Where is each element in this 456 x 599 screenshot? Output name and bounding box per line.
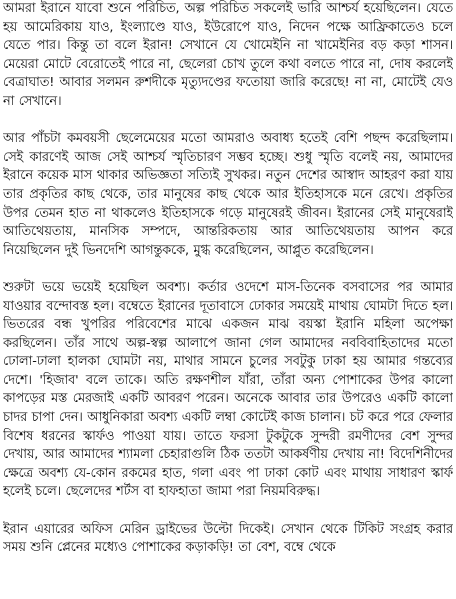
paragraph-gap [3, 112, 453, 131]
paragraph-2: আর পাঁচটা কমবয়সী ছেলেমেয়ের মতো আমরাও অবাধ্য হতেই বেশি পছন্দ করেছিলাম। সেই কারণেই আজ সেই আশ্চর্য স্মৃতিচারণ সম্ভব হচ্ছে। শুধু স্মৃতি বলেই নয়, আমাদের ইরানে কয়েক মাস থাকার অভিজ্ঞতা সত্যিই সুখকর। নতুন দেশের আস্বাদ আহরণ করা যায় তার প্রকৃতির কাছ থেকে, তার মানুষের কাছ থেকে আর ইতিহাসকে মনে রেখে। প্রকৃতির উপর তেমন হাত না থাকলেও ইতিহাসকে গড়ে মানুষেরই জীবন। ইরানের সেই মানুষেরাই আতিথেয়তায়, মানসিক সম্পদে, আন্তরিকতায় আর আতিথেয়তায় আপন করে নিয়েছিলেন দুই ভিনদেশি আগন্তুককে, মুগ্ধ করেছিলেন, আপ্লুত করেছিলেন। [3, 131, 453, 258]
document-page [3, 0, 453, 599]
paragraph-3: শুরুটা ভয়ে ভয়েই হয়েছিল অবশ্য। কর্তার ওদেশে মাস-তিনেক বসবাসের পর আমার যাওয়ার বন্দোবস্ত হল। বম্বেতে ইরানের দূতাবাসে ঢোকার সময়েই মাথায় ঘোমটা দিতে হল। ভিতরের বন্ধ খুপরির পরিবেশের মাঝে একজন মাঝ বয়স্কা ইরানি মহিলা অপেক্ষা করছিলেন। তাঁর সাথে অল্প-স্বল্প আলাপে জানা গেল আমাদের নববিবাহিতাদের মতো ঢোলা-ঢালা হালকা ঘোমটা নয়, মাথার সামনে চুলের সবটুকু ঢাকা হয় আমার গন্তব্যের দেশে। 'হিজাব' বলে তাকে। অতি রক্ষণশীল যাঁরা, তাঁরা অন্য পোশাকের উপর কালো কাপড়ের মস্ত মেরজাই একটি আবরণ পরেন। অনেকে আবার তার উপরেও একটি কালো চাদর চাপা দেন। আধুনিকারা অবশ্য একটি লম্বা কোটেই কাজ চালান। চট করে পরে ফেলার বিশেষ ধরনের স্কার্ফও পাওয়া যায়। তাতে ফরসা টুকটুকে সুন্দরী রমণীদের বেশ সুন্দর দেখায়, আর আমাদের শ্যামলা চেহারাগুলি ঠিক ততটা আকর্ষণীয় দেখায় না! বিদেশিনীদের ক্ষেত্রে অবশ্য যে-কোন রকমের হাত, গলা এবং পা ঢাকা কোট এবং মাথায় সাধারণ স্কার্ফ হলেই চলে। ছেলেদের শর্টস বা হাফহাতা জামা পরা নিয়মবিরুদ্ধ। [3, 279, 453, 500]
paragraph-gap [3, 502, 453, 521]
paragraph-1: আমরা ইরানে যাবো শুনে পরিচিত, অল্প পরিচিত সকলেই ভারি আশ্চর্য হয়েছিলেন। যেতে হয় আমেরিকায় যাও, ইংল্যাণ্ডে যাও, ইউরোপে যাও, নিদেন পক্ষে আফ্রিকাতেও চলে যেতে পার। কিন্তু তা বলে ইরান! সেখানে যে খোমেইনি না খামেইনির বড় কড়া শাসন। মেয়েরা মোটে বেরোতেই পারে না, ছেলেরা চোখ তুলে কথা বলতে পারে না, দোষ করলেই বেত্রাঘাত! আবার সলমন রুশদীকে মৃত্যুদণ্ডের ফতোয়া জারি করেছে! না না, মোটেই যেও না সেখানে। [3, 1, 453, 109]
paragraph-gap [3, 260, 453, 279]
paragraph-4: ইরান এয়ারের অফিস মেরিন ড্রাইভের উল্টো দিকেই। সেখান থেকে টিকিট সংগ্রহ করার সময় শুনি প্লেনের মধ্যেও পোশাকের কড়াকড়ি! তা বেশ, বম্বে থেকে [3, 521, 453, 556]
